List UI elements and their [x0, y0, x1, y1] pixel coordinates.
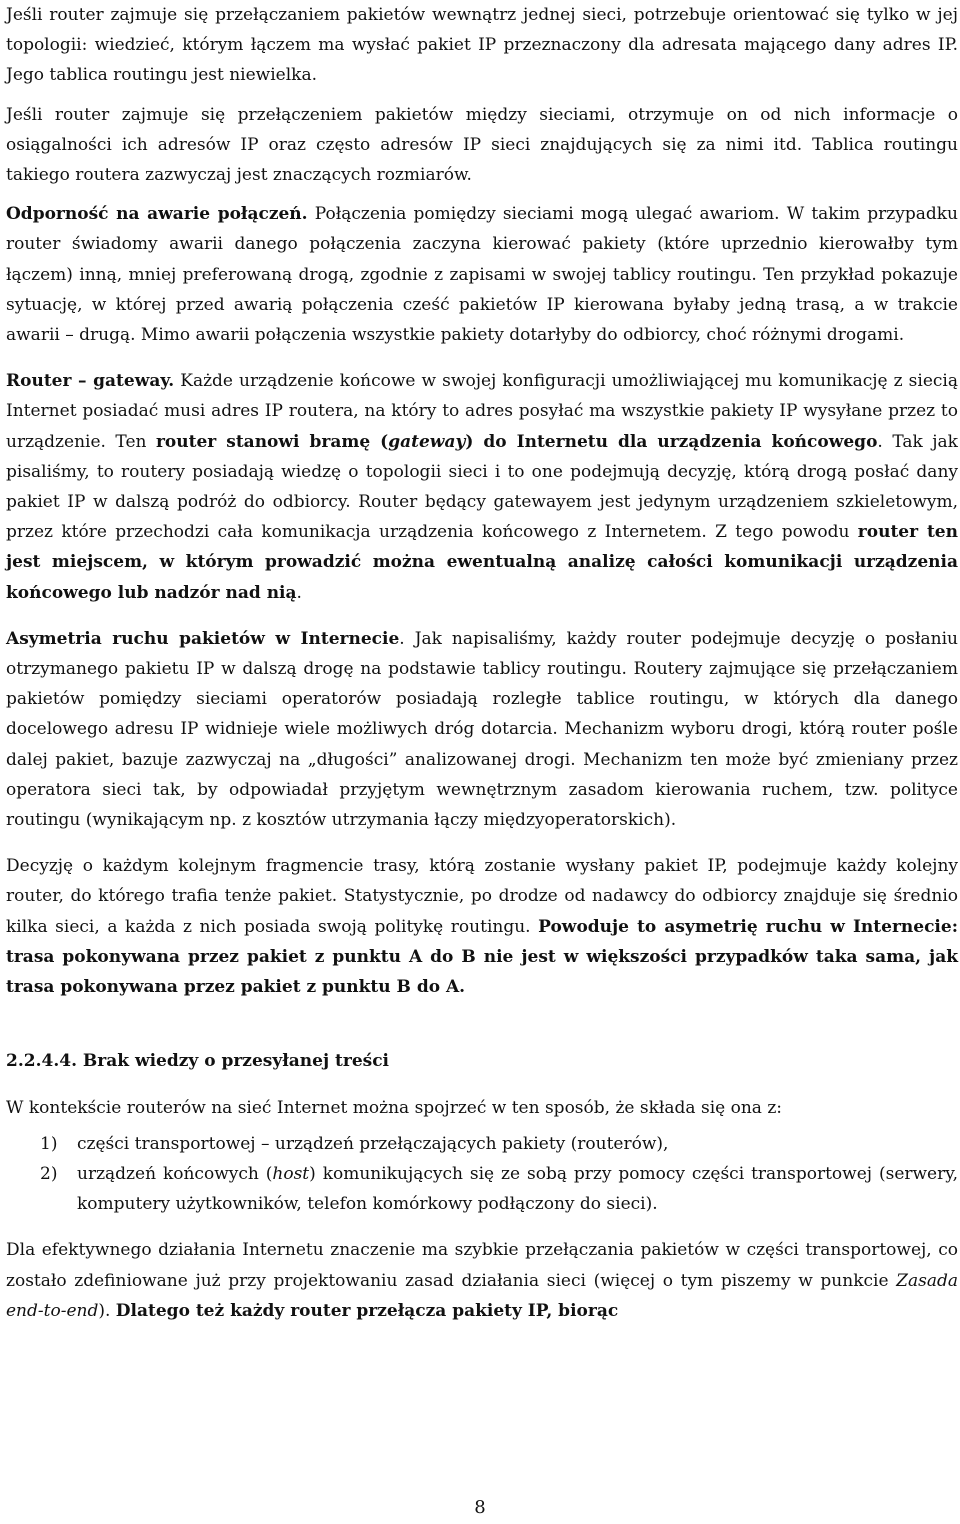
- paragraph-efficiency: [6, 1235, 958, 1326]
- paragraph-lead: Odporność na awarie połączeń.: [6, 204, 308, 225]
- bold-text: Powoduje to asymetrię ruchu w Internecie: trasa pokonywana przez pakiet z punktu A do B nie jest w większości przypadków taka sama, jak trasa pokonywana przez pakiet z punktu B do A.: [6, 916, 958, 998]
- list-number: 1): [40, 1133, 58, 1154]
- list-item: 2) urządzeń końcowych (host) komunikujących się ze sobą przy pomocy części transportowej (serwery, komputery użytkowników, telefon komórkowy podłączony do sieci).: [6, 1159, 958, 1219]
- paragraph-text: . Tak jak pisaliśmy, to routery posiadają wiedzę o topologii sieci i to one podejmują decyzję, którą drogą posłać dany pakiet IP w dalszą podróż do odbiorcy. Router będący gatewayem jest jedynym urządzeniem szkieletowym, przez które przechodzi cała komunikacja urządzenia końcowego z Internetem. Z tego powodu: [6, 431, 958, 543]
- italic-term: Zasada end-to-end: [6, 1270, 958, 1321]
- paragraph-routing-single-network: Jeśli router zajmuje się przełączaniem pakietów wewnątrz jednej sieci, potrzebuje orientować się tylko w jej topologii: wiedzieć, którym łączem ma wysłać pakiet IP przeznaczony dla adresata mającego dany adres IP. Jego tablica routingu jest niewielka.: [6, 5, 958, 86]
- italic-term: gateway: [388, 431, 466, 452]
- document-body: [6, 0, 958, 1326]
- paragraph-text: Każde urządzenie końcowe w swojej konfiguracji umożliwiającej mu komunikację z siecią Internet posiadać musi adres IP routera, na który to adres posyłać ma wszystkie pakiety IP wysyłane przez to urządzenie. Ten: [6, 371, 958, 452]
- paragraph-lead: Asymetria ruchu pakietów w Internecie: [6, 628, 400, 649]
- paragraph-text: Dla efektywnego działania Internetu znaczenie ma szybkie przełączania pakietów w części transportowej, co zostało zdefiniowane już przy projektowaniu zasad działania sieci (więcej o tym piszemy w punkcie: [6, 1240, 958, 1291]
- italic-term: host: [272, 1163, 310, 1184]
- numbered-list: [6, 1129, 958, 1220]
- paragraph-fault-tolerance: [6, 199, 958, 350]
- bold-text: Dlatego też każdy router przełącza pakiety IP, biorąc: [115, 1300, 619, 1321]
- paragraph-text: . Jak napisaliśmy, każdy router podejmuje decyzję o posłaniu otrzymanego pakietu IP w dalszą drogę na podstawie tablicy routingu. Routery zajmujące się przełączaniem pakietów pomiędzy sieciami operatorów posiadają rozległe tablice routingu, w których dla danego docelowego adresu IP widnieje wiele możliwych dróg dotarcia. Mechanizm wyboru drogi, którą router pośle dalej pakiet, bazuje zazwyczaj na „długości” analizowanej drogi. Mechanizm ten może być zmieniany przez operatora sieci tak, by odpowiadał przyjętym wewnętrznym zasadom kierowania ruchem, tzw. polityce routingu (wynikającym np. z kosztów utrzymania łączy międzyoperatorskich).: [6, 628, 958, 831]
- bold-text: router stanowi bramę (gateway) do Internetu dla urządzenia końcowego: [155, 431, 878, 452]
- paragraph-text: .: [296, 582, 302, 603]
- list-item: [6, 1129, 958, 1159]
- page-number: 8: [474, 1497, 486, 1518]
- paragraph-lead: Router – gateway.: [6, 371, 175, 392]
- paragraph-route-decision: [6, 851, 958, 1002]
- paragraph-traffic-asymmetry: [6, 624, 958, 835]
- paragraph-text: Połączenia pomiędzy sieciami mogą ulegać awariom. W takim przypadku router świadomy awarii danego połączenia zaczyna kierować pakiety (które uprzednio kierowałby tym łączem) inną, mniej preferowaną drogą, zgodnie z zapisami w swojej tablicy routingu. Ten przykład pokazuje sytuację, w której przed awarią połączenia cześć pakietów IP kierowana byłaby jedną trasą, a w trakcie awarii – drugą. Mimo awarii połączenia wszystkie pakiety dotarłyby do odbiorcy, choć różnymi drogami.: [6, 204, 958, 346]
- bold-text: router ten jest miejscem, w którym prowadzić można ewentualną analizę całości komunikacji urządzenia końcowego lub nadzór nad nią: [6, 522, 958, 603]
- paragraph-routing-between-networks: Jeśli router zajmuje się przełączeniem pakietów między sieciami, otrzymuje on od nich informacje o osiągalności ich adresów IP oraz często adresów IP sieci znajdujących się za nimi itd. Tablica routingu takiego routera zazwyczaj jest znaczących rozmiarów.: [6, 104, 958, 186]
- list-item-text: części transportowej – urządzeń przełączających pakiety (routerów),: [77, 1133, 669, 1154]
- paragraph-internet-structure: W kontekście routerów na sieć Internet można spojrzeć w ten sposób, że składa się ona z:: [6, 1097, 782, 1118]
- paragraph-text: ).: [98, 1300, 116, 1321]
- paragraph-text: Decyzję o każdym kolejnym fragmencie trasy, którą zostanie wysłany pakiet IP, podejmuje każdy kolejny router, do którego trafia tenże pakiet. Statystycznie, po drodze od nadawcy do odbiorcy znajduje się średnio kilka sieci, a każda z nich posiada swoją politykę routingu.: [6, 856, 958, 937]
- paragraph-router-gateway: [6, 366, 958, 608]
- section-heading: 2.2.4.4. Brak wiedzy o przesyłanej treści: [6, 1051, 390, 1072]
- list-number: 2): [40, 1163, 58, 1184]
